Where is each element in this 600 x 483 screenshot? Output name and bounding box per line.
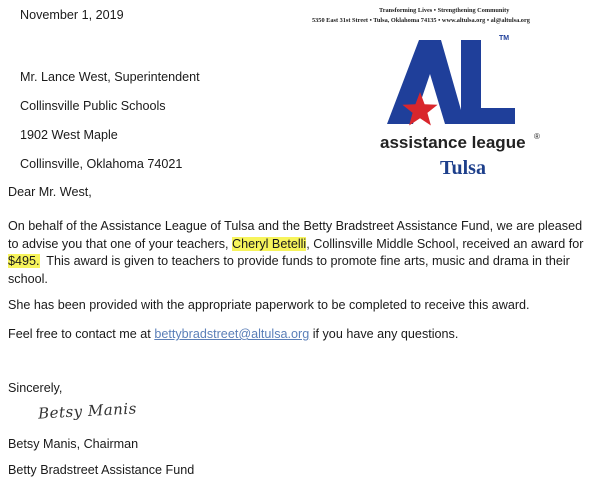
- logo-city: Tulsa: [440, 157, 486, 179]
- logo-letters: [375, 28, 376, 29]
- teacher-name: Cheryl Betelli: [232, 236, 307, 251]
- body-paragraph-3: [8, 325, 458, 343]
- body-paragraph-1: [8, 218, 592, 288]
- p1-part1: On behalf of the Assistance League of Tulsa and the Betty Bradstreet Assistance Fund, we are pleased to advise you that one of your teachers,: [8, 219, 583, 251]
- contact-email-link[interactable]: bettybradstreet@altulsa.org: [154, 327, 310, 341]
- closing: Sincerely,: [8, 381, 63, 395]
- letter-date: November 1, 2019: [20, 8, 124, 22]
- recipient-line-1: Mr. Lance West, Superintendent: [20, 70, 200, 84]
- body-paragraph-2: She has been provided with the appropriate paperwork to be completed to receive this award.: [8, 298, 530, 312]
- p1-part2: , Collinsville Middle School, received an award for: [306, 236, 584, 251]
- logo-tm: TM: [499, 35, 510, 42]
- recipient-line-3: 1902 West Maple: [20, 128, 118, 142]
- award-amount: $495.: [8, 254, 40, 268]
- logo-name: assistance league: [380, 133, 526, 152]
- logo-reg: ®: [534, 132, 540, 141]
- recipient-line-2: Collinsville Public Schools: [20, 99, 166, 113]
- signer-name-title: Betsy Manis, Chairman: [8, 437, 139, 451]
- recipient-line-4: Collinsville, Oklahoma 74021: [20, 157, 183, 171]
- signer-org: Betty Bradstreet Assistance Fund: [8, 463, 195, 477]
- letterhead-tagline: Transforming Lives • Strengthening Community: [379, 7, 510, 14]
- salutation: Dear Mr. West,: [8, 185, 92, 199]
- signature: Betsy Manis: [37, 399, 138, 423]
- p1-part3: This award is given to teachers to provide funds to promote fine arts, music and drama in their school.: [8, 254, 574, 286]
- al-monogram-icon: [375, 28, 575, 188]
- p3-part2: if you have any questions.: [309, 327, 459, 341]
- p3-part1: Feel free to contact me at: [8, 327, 155, 341]
- assistance-league-logo: [375, 28, 575, 188]
- letterhead-contact: 5350 East 31st Street • Tulsa, Oklahoma 74135 • www.altulsa.org • al@altulsa.org: [312, 17, 530, 24]
